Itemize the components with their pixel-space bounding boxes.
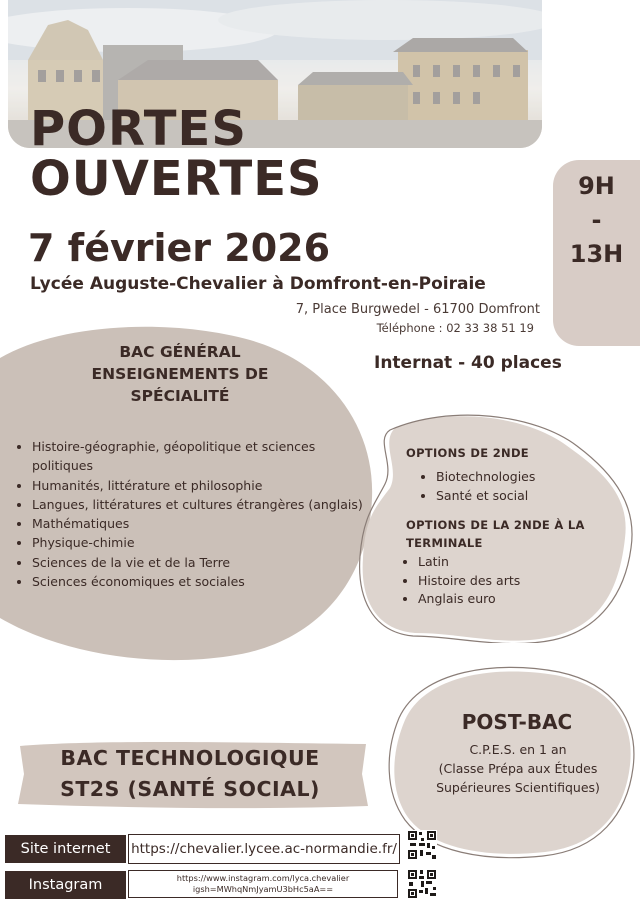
hours-separator: - bbox=[591, 206, 602, 234]
bac-techno-line1: BAC TECHNOLOGIQUE bbox=[60, 746, 320, 770]
site-qr-code bbox=[407, 830, 437, 860]
options-2nde-list bbox=[418, 468, 598, 505]
post-bac-description bbox=[420, 740, 616, 797]
options-terminale-list bbox=[400, 553, 580, 609]
bac-general-title-line3: SPÉCIALITÉ bbox=[130, 387, 230, 405]
school-name: Lycée Auguste-Chevalier à Domfront-en-Poiraie bbox=[30, 274, 486, 294]
post-bac-line3: Supérieures Scientifiques) bbox=[436, 780, 600, 795]
hours-panel bbox=[553, 160, 640, 346]
list-item: • Santé et social bbox=[436, 487, 598, 506]
instagram-label: Instagram bbox=[5, 871, 126, 899]
post-bac-title: POST-BAC bbox=[461, 710, 573, 734]
school-address: 7, Place Burgwedel - 61700 Domfront bbox=[295, 302, 540, 317]
list-item: • Humanités, littérature et philosophie bbox=[32, 476, 364, 495]
bac-techno-line2: ST2S (SANTÉ SOCIAL) bbox=[60, 777, 320, 801]
bac-general-title-line1: BAC GÉNÉRAL bbox=[119, 343, 241, 361]
instagram-url-link[interactable] bbox=[128, 870, 398, 898]
post-bac-line1: C.P.E.S. en 1 an bbox=[469, 742, 567, 757]
site-url-link[interactable]: https://chevalier.lycee.ac-normandie.fr/ bbox=[128, 834, 400, 864]
list-item: • Biotechnologies bbox=[436, 468, 598, 487]
instagram-url-line2: igsh=MWhqNmJyamU3bHc5aA== bbox=[192, 884, 334, 894]
options-2nde-title: OPTIONS DE 2NDE bbox=[406, 446, 529, 460]
instagram-url-line1: https://www.instagram.com/lyca.chevalier bbox=[176, 873, 350, 883]
list-item: • Langues, littératures et cultures étrangères (anglais) bbox=[32, 495, 364, 514]
hours-start: 9H bbox=[578, 172, 615, 200]
bac-techno-title bbox=[20, 743, 360, 805]
list-item: • Anglais euro bbox=[418, 590, 580, 609]
list-item: • Sciences de la vie et de la Terre bbox=[32, 553, 364, 572]
bac-general-title-line2: ENSEIGNEMENTS DE bbox=[91, 365, 269, 383]
school-phone: Téléphone : 02 33 38 51 19 bbox=[376, 321, 534, 335]
instagram-qr-code bbox=[407, 869, 437, 899]
list-item: • Latin bbox=[418, 553, 580, 572]
hours-end: 13H bbox=[569, 240, 624, 268]
specialites-list bbox=[14, 437, 364, 591]
options-terminale-title: OPTIONS DE LA 2NDE À LA TERMINALE bbox=[406, 518, 585, 550]
list-item: • Physique-chimie bbox=[32, 533, 364, 552]
title-ouvertes: OUVERTES bbox=[30, 151, 323, 207]
list-item: • Mathématiques bbox=[32, 514, 364, 533]
list-item: • Histoire-géographie, géopolitique et sciences politiques bbox=[32, 437, 364, 476]
post-bac-line2: (Classe Prépa aux Études bbox=[438, 761, 598, 776]
list-item: • Histoire des arts bbox=[418, 572, 580, 591]
list-item: • Sciences économiques et sociales bbox=[32, 572, 364, 591]
bac-general-title bbox=[60, 341, 300, 407]
title-portes: PORTES bbox=[30, 101, 247, 157]
event-date: 7 février 2026 bbox=[28, 226, 331, 270]
site-label: Site internet bbox=[5, 835, 126, 863]
boarding-info: Internat - 40 places bbox=[374, 353, 562, 373]
